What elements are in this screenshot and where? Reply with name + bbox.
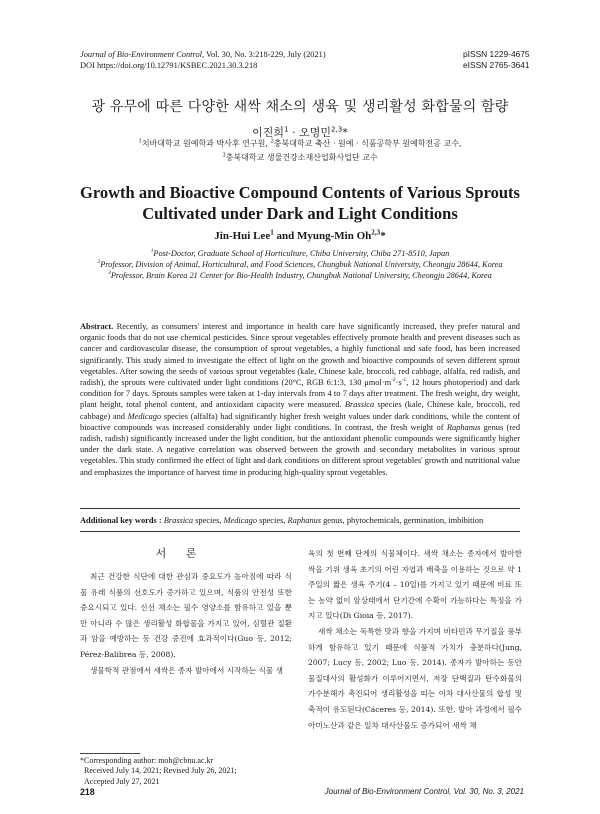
korean-authors: 이진희$^1$ · 오명민$^{2,3}$* — [252, 124, 348, 139]
pissn: pISSN 1229-4675 — [463, 49, 530, 59]
corresponding-author: *Corresponding author: moh@cbnu.ac.kr — [80, 756, 214, 765]
left-column — [80, 569, 292, 678]
keywords-label: Additional key words : — [80, 516, 164, 525]
journal-volume: , Vol. 30, No. 3:218-229, July (2021) — [201, 50, 326, 59]
english-affiliation-2: $^2$Professor, Division of Animal, Horticultural, and Food Sciences, Chungbuk National University, Cheongju 28644, Korea — [97, 259, 503, 269]
eissn: eISSN 2765-3641 — [463, 60, 530, 70]
doi-link[interactable]: DOI https://doi.org/10.12791/KSBEC.2021.30.3.218 — [80, 61, 258, 70]
journal-header — [80, 49, 326, 71]
korean-affiliation-2: $^3$충북대학교 생물건강소재산업화사업단 교수 — [222, 152, 378, 162]
issn-block — [463, 49, 530, 71]
accepted-date: Accepted July 27, 2021 — [84, 776, 160, 786]
page-number: 218 — [80, 787, 95, 797]
footnote — [80, 756, 290, 787]
intro-paragraph-3: 육의 첫 번째 단계의 식물체이다. 새싹 채소는 종자에서 발아한 싹을 기위 생육 초기의 어린 자엽과 배축을 이용하는 것으로 약 1주일의 짧은 생육 주기(4 – 10일)를 가지고 있기 때문에 비료 또는 농약 없이 암상태에서 단기간에 수확이 가능하다는 특징을 가지고 있다(Di Gioia 등, 2017). — [308, 549, 522, 621]
intro-paragraph-4: 새싹 채소는 독특한 맛과 향을 가지며 비타민과 무기질을 풍부하게 함유하고 있기 때문에 식품적 가치가 충분하다(Jung, 2007; Lucy 등, 2002; Luo 등, 2014). 종자가 발아하는 동안 물질대사의 활성화가 이루어지면서, 저장 단백질과 탄수화물의 가수분해가 촉진되어 생리활성을 띠는 이차 대사산물의 합성 및 축적이 유도된다(Cáceres 등, 2014). 또한, 발아 과정에서 필수 아미노산과 같은 일차 대사산물도 증가되어 새싹 채 — [308, 626, 522, 730]
footnote-divider — [80, 753, 140, 754]
section-title-introduction: 서 론 — [155, 547, 205, 560]
english-affiliations — [30, 249, 570, 281]
right-column — [308, 546, 522, 733]
keywords-divider-bottom — [80, 531, 520, 532]
english-authors: Jin-Hui Lee$^1$ and Myung-Min Oh$^{2,3}$* — [214, 228, 386, 242]
received-date: Received July 14, 2021; Revised July 26, 2021; — [84, 766, 237, 776]
korean-affiliation-1: $^1$치바대학교 원예학과 박사후 연구원, $^2$충북대학교 축산 · 원예 · 식품공학부 원예학전공 교수, — [138, 138, 462, 148]
korean-title: 광 유무에 따른 다양한 새싹 채소의 생육 및 생리활성 화합물의 함량 — [91, 99, 509, 115]
english-affiliation-1: $^1$Post-Doctor, Graduate School of Horticulture, Chiba University, Chiba 271-8510, Japan — [150, 248, 450, 258]
abstract: Abstract. Recently, as consumers' interest and importance in health care have significantly increased, they prefer natural and organic foods that do not use chemical pesticides. Since sprout vegetables effectively promote health and prevent diseases such as cancer and cardiovascular disease, the consumption of sprout vegetables, a highly functional and safe food, has been increased significantly. This study aimed to investigate the effect of light on the growth and bioactive compounds of seven different sprout vegetables. After sowing the seeds of various sprout vegetables (kale, Chinese kale, broccoli, red cabbage, alfalfa, red radish, and radish), the sprouts were cultivated under light conditions (20°C, RGB 6:1:3, 130 $\mu mol\cdot m^{-2}\cdot s^{-1}$, 12 hours photoperiod) and dark condition for 7 days. Sprouts samples were taken at 1-day intervals from 4 to 7 days after treatment. The fresh weight, dry weight, plant height, total phenol content, and antioxidant capacity were measured. Brassica species (kale, Chinese kale, broccoli, red cabbage) and Medicago species (alfalfa) had significantly higher fresh weight values under dark conditions, while the content of bioactive compounds was increased considerably under light conditions. In contrast, the fresh weight of Raphanus genus (red radish, radish) significantly increased under the light condition, but the antioxidant phenolic compounds were significantly higher under the dark state. A negative correlation was observed between the growth and secondary metabolites in various sprout vegetables. This study confirmed the effect of light and dark conditions on different sprout vegetables' growth and nutritional value and emphasizes the importance of harvest time in producing high-quality sprout vegetables. — [80, 322, 521, 477]
intro-paragraph-1: 최근 건강한 식단에 대한 관심과 중요도가 높아짐에 따라 식물 유래 식품의 선호도가 증가하고 있으며, 식품의 안전성 또한 중요시되고 있다. 신선 채소는 필수 영양소를 함유하고 있을 뿐만 아니라 수 많은 생리활성 화합물을 가지고 있어, 심혈관 질환과 암을 예방하는 등 건강 증진에 효과적이다(Guo 등, 2012; Pérez-Balibrea 등, 2008). — [80, 572, 292, 659]
abstract-label: Abstract. — [80, 322, 114, 331]
english-affiliation-3: $^3$Professor, Brain Korea 21 Center for Bio-Health Industry, Chungbuk National University, Cheongju 28644, Korea — [108, 269, 492, 280]
keywords-divider-top — [80, 508, 520, 509]
keywords: Additional key words : Brassica species, Medicago species, Raphanus genus, phytochemicals, germination, imbibition — [80, 516, 484, 525]
english-title: Growth and Bioactive Compound Contents of Various Sprouts Cultivated under Dark and Light Conditions — [80, 183, 520, 223]
footer-journal: Journal of Bio-Environment Control, Vol. 30, No. 3, 2021 — [324, 787, 524, 796]
journal-name: Journal of Bio-Environment Control — [80, 50, 202, 59]
intro-paragraph-2: 생물학적 관점에서 새싹은 종자 발아에서 시작하는 식물 생 — [90, 665, 283, 675]
